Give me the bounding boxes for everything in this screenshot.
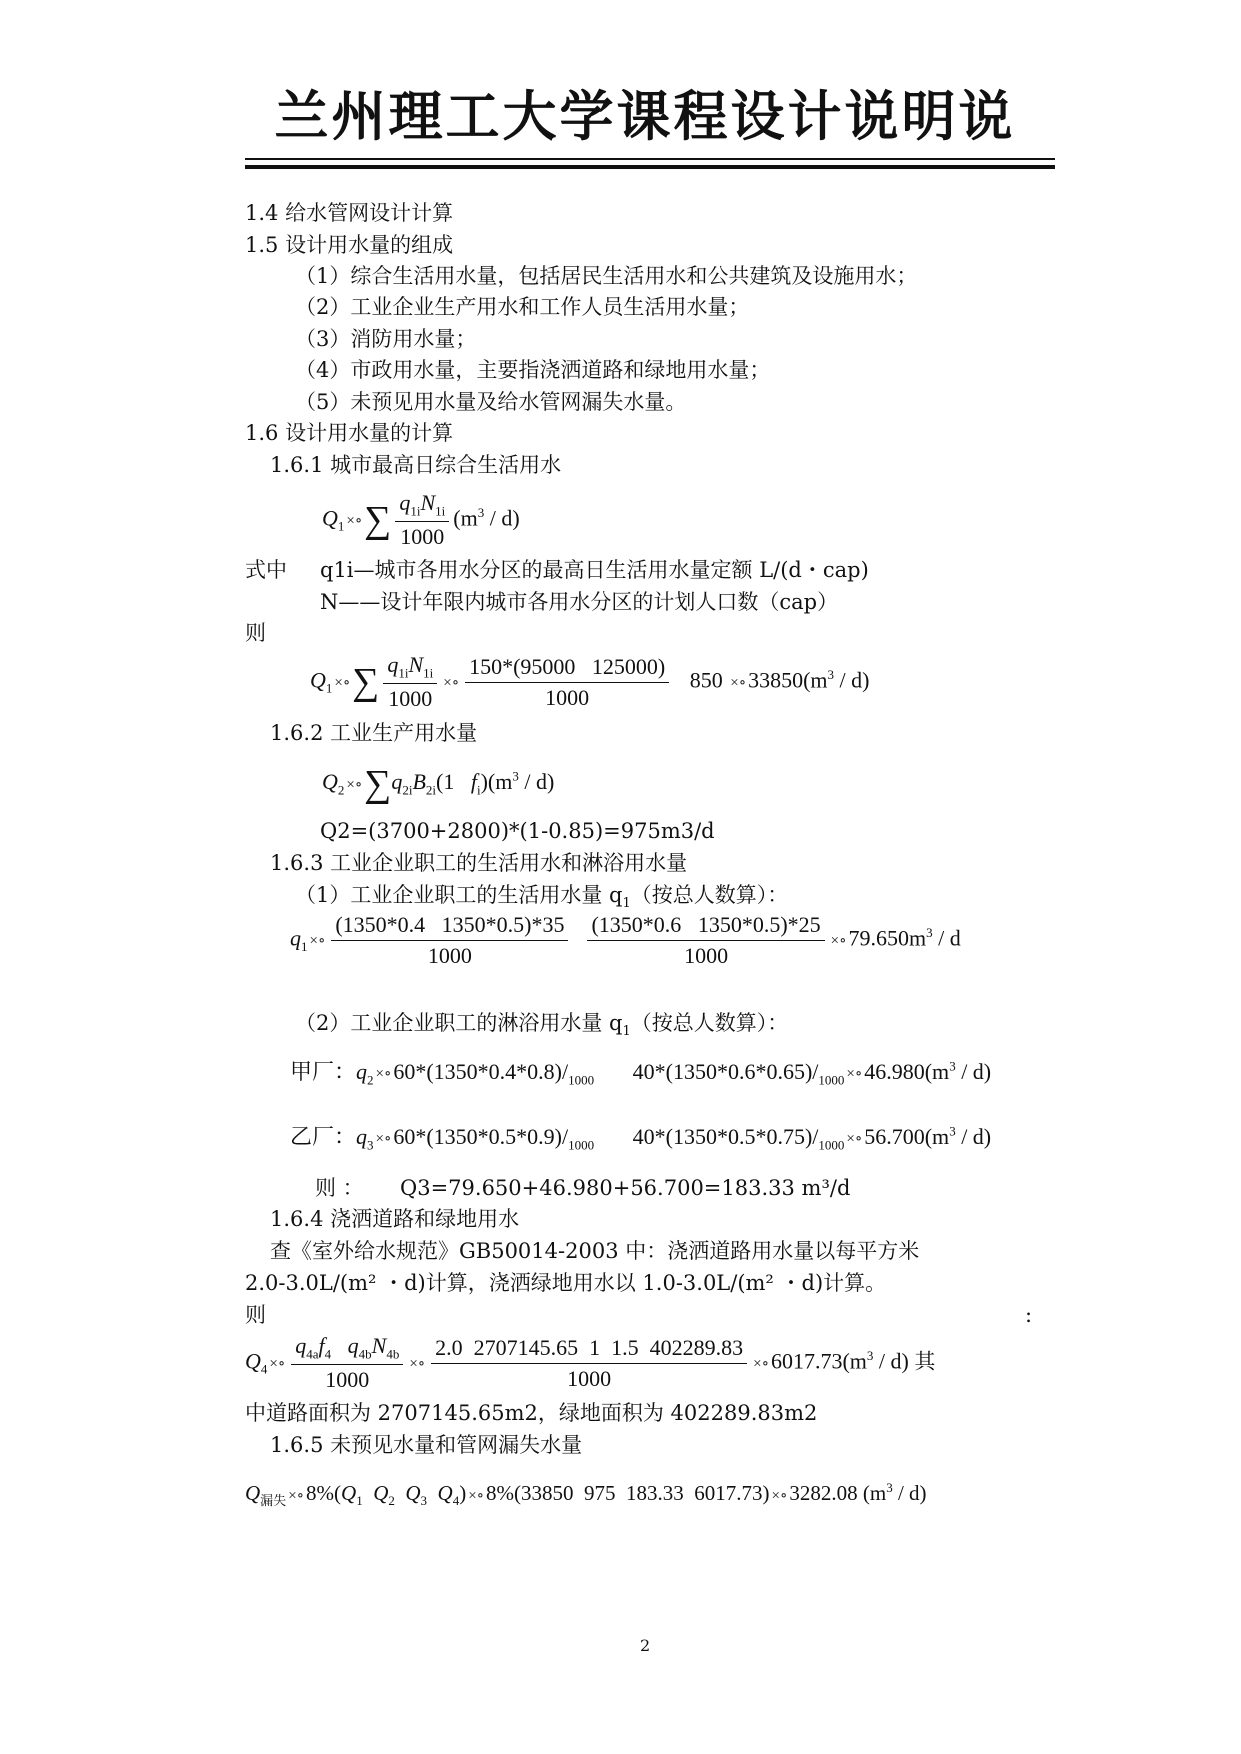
paragraph-1-6-4-line1: 查《室外给水规范》GB50014-2003 中：浇洒道路用水量以每平方米 bbox=[270, 1239, 920, 1263]
section-1-6-4: 1.6.4 浇洒道路和绿地用水 bbox=[270, 1207, 520, 1231]
section-1-6-1: 1.6.1 城市最高日综合生活用水 bbox=[270, 453, 562, 477]
list-item: （5）未预见用水量及给水管网漏失水量。 bbox=[295, 390, 687, 414]
subsection-2: （2）工业企业职工的淋浴用水量 $q_1$（按总人数算）： bbox=[295, 1011, 789, 1040]
paragraph-1-6-4-line2: 2.0-3.0L/(m² ・d)计算，浇洒绿地用水以 1.0-3.0L/(m² ・d)计算。 bbox=[245, 1271, 887, 1295]
then-q3-label: 则 ： bbox=[315, 1176, 364, 1200]
section-1-4: 1.4 给水管网设计计算 bbox=[245, 201, 454, 225]
page-number: 2 bbox=[640, 1636, 651, 1655]
formula-q2-definition: $Q_2$ $\times\circ\sum q_{2i}B_{2i}(1$ $f_i)(m^3 / d)$ bbox=[322, 763, 555, 805]
where-label: 式中 bbox=[245, 558, 287, 582]
formula-q1-calculation: $Q_1$ ×∘∑ $\frac{q_{1i}N_{1i}}{1000}$ ×∘ $\frac{150*(95000 125000)}{1000}$ $850 \times\circ 33850(m^3 / d)$ bbox=[310, 652, 870, 712]
definition-n: N——设计年限内城市各用水分区的计划人口数（cap） bbox=[320, 590, 839, 614]
page-title: 兰州理工大学课程设计说明说 bbox=[274, 85, 1016, 148]
title-rule-thin bbox=[245, 158, 1055, 160]
section-1-5: 1.5 设计用水量的组成 bbox=[245, 233, 454, 257]
area-text: 中道路面积为 2707145.65m2，绿地面积为 402289.83m2 bbox=[245, 1401, 818, 1425]
formula-leakage: $Q_{漏失}$ $\times\circ 8\%(Q_1$ $Q_2$ $Q_3$ $Q_4$) ×∘8%(33850 975 183.33 6017.73) ×∘3282.08 $(m^3 / d)$ bbox=[245, 1480, 927, 1510]
list-item: （3）消防用水量； bbox=[295, 327, 477, 351]
section-1-6-2: 1.6.2 工业生产用水量 bbox=[270, 721, 478, 745]
then-label-2: 则 bbox=[245, 1303, 266, 1327]
then-label: 则 bbox=[245, 621, 266, 645]
definition-q1i: q1i—城市各用水分区的最高日生活用水量定额 L/(d・cap) bbox=[320, 558, 869, 582]
colon-mark: : bbox=[1025, 1303, 1033, 1327]
formula-q4: $Q_4$ ×∘ $\frac{q_{4a}f_4 q_{4b}N_{4b}}{1000}$ ×∘ $\frac{2.0 2707145.65 1 1.5 402289.83}{1000}$ $\times\circ 6017.73(m^3 / d)$ 其 bbox=[245, 1333, 936, 1393]
section-1-6: 1.6 设计用水量的计算 bbox=[245, 421, 454, 445]
formula-factory-b: 乙厂：$q_3$ $\times\circ 60*(1350*0.5*0.9)/_{1000}$ $40*(1350*0.5*0.75)/_{1000}$ $\times\circ 56.700(m^3 / d)$ bbox=[290, 1123, 992, 1153]
section-1-6-3: 1.6.3 工业企业职工的生活用水和淋浴用水量 bbox=[270, 851, 688, 875]
list-item: （1）综合生活用水量，包括居民生活用水和公共建筑及设施用水； bbox=[295, 264, 918, 288]
list-item: （2）工业企业生产用水和工作人员生活用水量； bbox=[295, 295, 750, 319]
formula-q1-staff: $q_1$ ×∘ $\frac{(1350*0.4 1350*0.5)*35}{1000}$ $\frac{(1350*0.6 1350*0.5)*25}{1000}$ $\times\circ 79.650m^3 / d$ bbox=[290, 912, 961, 968]
title-rule-thick bbox=[245, 165, 1055, 169]
list-item: （4）市政用水量，主要指浇洒道路和绿地用水量； bbox=[295, 358, 771, 382]
q2-result: Q2=(3700+2800)*(1-0.85)=975m3/d bbox=[320, 819, 715, 843]
section-1-6-5: 1.6.5 未预见水量和管网漏失水量 bbox=[270, 1433, 583, 1457]
q3-result: Q3=79.650+46.980+56.700=183.33 m³/d bbox=[400, 1176, 851, 1200]
operator-symbol: ×∘ bbox=[346, 512, 363, 529]
formula-q1-definition: $Q_1$ ×∘∑ $\frac{q_{1i}N_{1i}}{1000}$ $(m^3 / d)$ bbox=[322, 490, 520, 550]
formula-factory-a: 甲厂：$q_2$ $\times\circ 60*(1350*0.4*0.8)/_{1000}$ $40*(1350*0.6*0.65)/_{1000}$ $\times\circ 46.980(m^3 / d)$ bbox=[290, 1058, 992, 1088]
subsection-1: （1）工业企业职工的生活用水量 $q_1$（按总人数算）： bbox=[295, 883, 789, 912]
